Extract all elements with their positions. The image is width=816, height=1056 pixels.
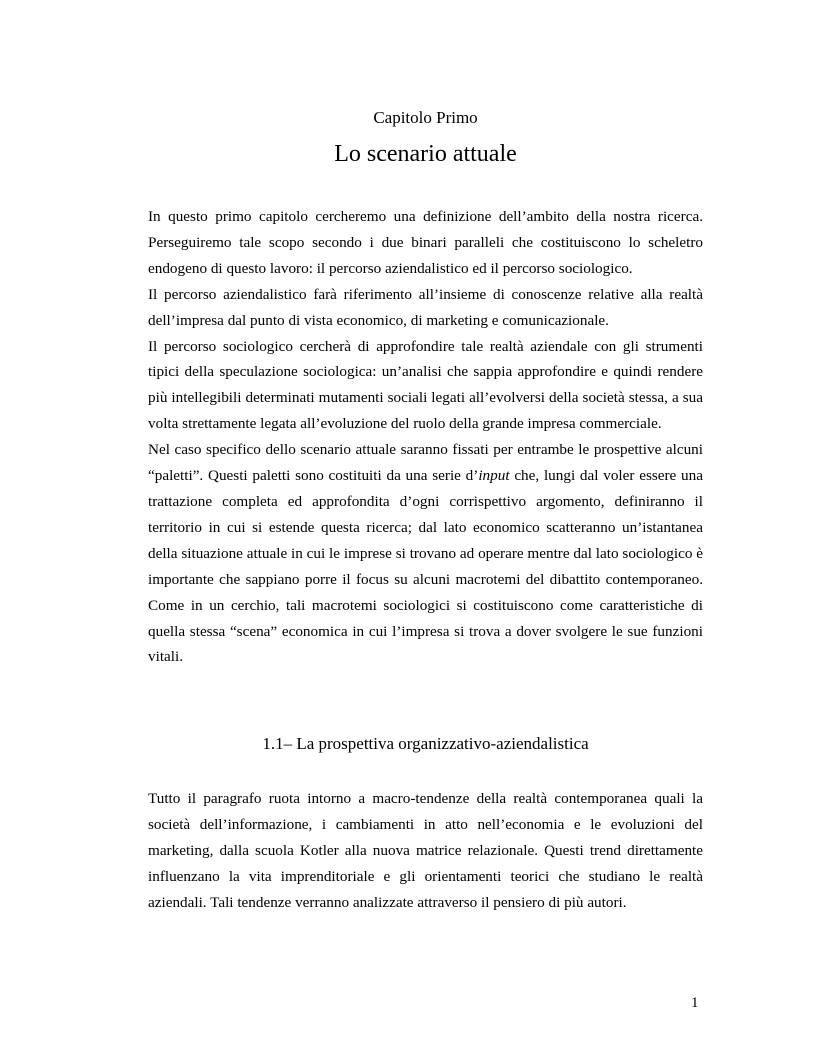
page-number: 1 [691, 995, 699, 1011]
paragraph-text: Nel caso specifico dello scenario attuale saranno fissati per entrambe le prospettive alcuni “paletti”. Questi paletti sono costituiti da una serie d’ [148, 441, 703, 485]
paragraph [148, 437, 703, 670]
section-text [148, 786, 703, 916]
paragraph-text: che, lungi dal voler essere una trattazione completa ed approfondita d’ogni corrispettivo argomento, definiranno il territorio in cui si estende questa ricerca; dal lato economico scatteranno un’istantanea della situazione attuale in cui le imprese si trovano ad operare mentre dal lato sociologico è importante che sappiano porre il focus su alcuni macrotemi del dibattito contemporaneo. Come in un cerchio, tali macrotemi sociologici si costituiscono come caratteristiche di quella stessa “scena” economica in cui l’impresa si trova a dover svolgere le sue funzioni vitali. [148, 467, 703, 666]
paragraph: Il percorso sociologico cercherà di approfondire tale realtà aziendale con gli strumenti tipici della speculazione sociologica: un’analisi che sappia approfondire e quindi rendere più intellegibili determinati mutamenti sociali legati all’evolversi della società stessa, a sua volta strettamente legata all’evoluzione del ruolo della grande impresa commerciale. [148, 337, 703, 433]
paragraph: In questo primo capitolo cercheremo una definizione dell’ambito della nostra ricerca. Perseguiremo tale scopo secondo i due binari paralleli che costituiscono lo scheletro endogeno di questo lavoro: il percorso aziendalistico ed il percorso sociologico. [148, 208, 703, 277]
chapter-title: Lo scenario attuale [334, 141, 517, 167]
paragraph: Tutto il paragrafo ruota intorno a macro-tendenze della realtà contemporanea quali la società dell’informazione, i cambiamenti in atto nell’economia e le evoluzioni del marketing, dalla scuola Kotler alla nuova matrice relazionale. Questi trend direttamente influenzano la vita imprenditoriale e gli orientamenti teorici che studiano le realtà aziendali. Tali tendenze verranno analizzate attraverso il pensiero di più autori. [148, 790, 703, 911]
chapter-label: Capitolo Primo [373, 108, 478, 127]
intro-text [148, 204, 703, 670]
section-heading: 1.1– La prospettiva organizzativo-aziendalistica [262, 734, 589, 753]
paragraph: Il percorso aziendalistico farà riferimento all’insieme di conoscenze relative alla realtà dell’impresa dal punto di vista economico, di marketing e comunicazionale. [148, 285, 703, 329]
italic-term: input [478, 467, 510, 485]
